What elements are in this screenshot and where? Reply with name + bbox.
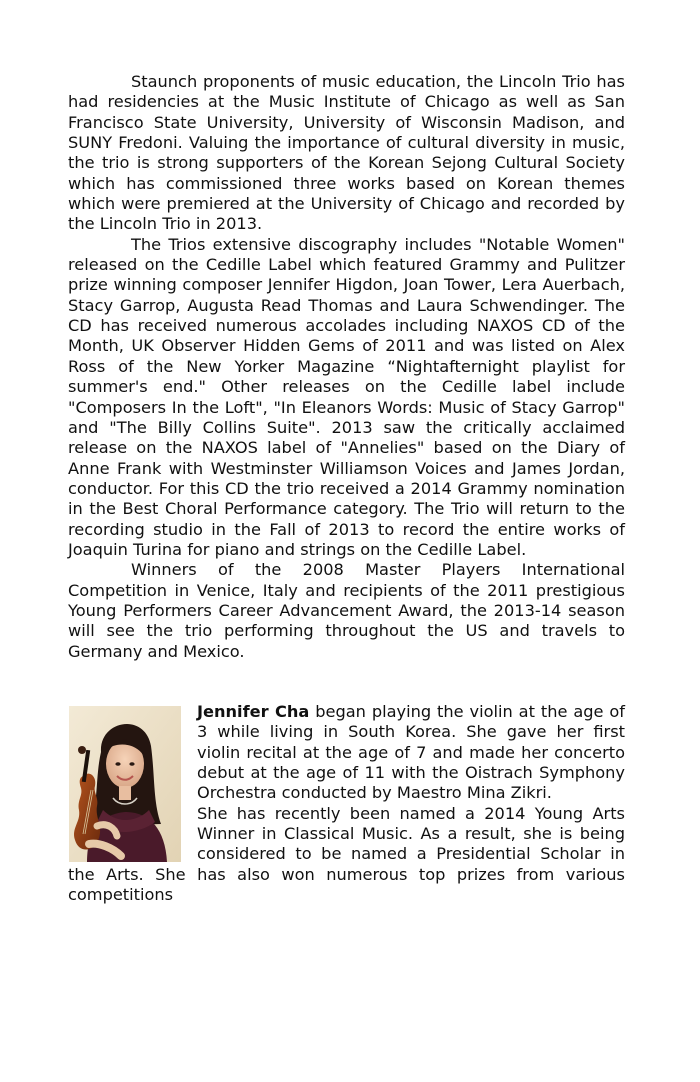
bio-text-early-career: began playing the violin at the age of 3 while living in South Korea. She gave her first violin recital at the age of 7 and made her concerto debut at the age of 11 with the Oistrach Symphony Orchestra conducted by Maestro Mina Zikri. (197, 701, 625, 803)
portrait-illustration (69, 706, 181, 862)
document-page (68, 72, 625, 905)
paragraph-awards: Winners of the 2008 Master Players International Competition in Venice, Italy and recipients of the 2011 prestigious Young Performers Career Advancement Award, the 2013-14 season will see the trio performing throughout the US and travels to Germany and Mexico. (68, 560, 625, 661)
paragraph-education: Staunch proponents of music education, the Lincoln Trio has had residencies at the Music Institute of Chicago as well as San Francisco State University, University of Wisconsin Madison, and SUNY Fredoni. Valuing the importance of cultural diversity in music, the trio is strong supporters of the Korean Sejong Cultural Society which has commissioned three works based on Korean themes which were premiered at the University of Chicago and recorded by the Lincoln Trio in 2013. (68, 72, 625, 234)
paragraph-discography: The Trios extensive discography includes "Notable Women" released on the Cedille Label which featured Grammy and Pulitzer prize winning composer Jennifer Higdon, Joan Tower, Lera Auerbach, Stacy Garrop, Augusta Read Thomas and Laura Schwendinger. The CD has received numerous accolades including NAXOS CD of the Month, UK Observer Hidden Gems of 2011 and was listed on Alex Ross of the New Yorker Magazine “Nightafternight playlist for summer's end." Other releases on the Cedille label include "Composers In the Loft", "In Eleanors Words: Music of Stacy Garrop" and "The Billy Collins Suite". 2013 saw the critically acclaimed release on the NAXOS label of "Annelies" based on the Diary of Anne Frank with Westminster Williamson Voices and James Jordan, conductor. For this CD the trio received a 2014 Grammy nomination in the Best Choral Performance category. The Trio will return to the recording studio in the Fall of 2013 to record the entire works of Joaquin Turina for piano and strings on the Cedille Label. (68, 234, 625, 559)
bio-name: Jennifer Cha (197, 701, 310, 721)
portrait-photo (69, 706, 181, 862)
bio-section (68, 702, 625, 905)
bio-text-honors: She has recently been named a 2014 Young Arts Winner in Classical Music. As a result, she is being considered to be named a Presidential Scholar in the Arts. She has also won numerous top prizes from various competitions (68, 803, 625, 905)
